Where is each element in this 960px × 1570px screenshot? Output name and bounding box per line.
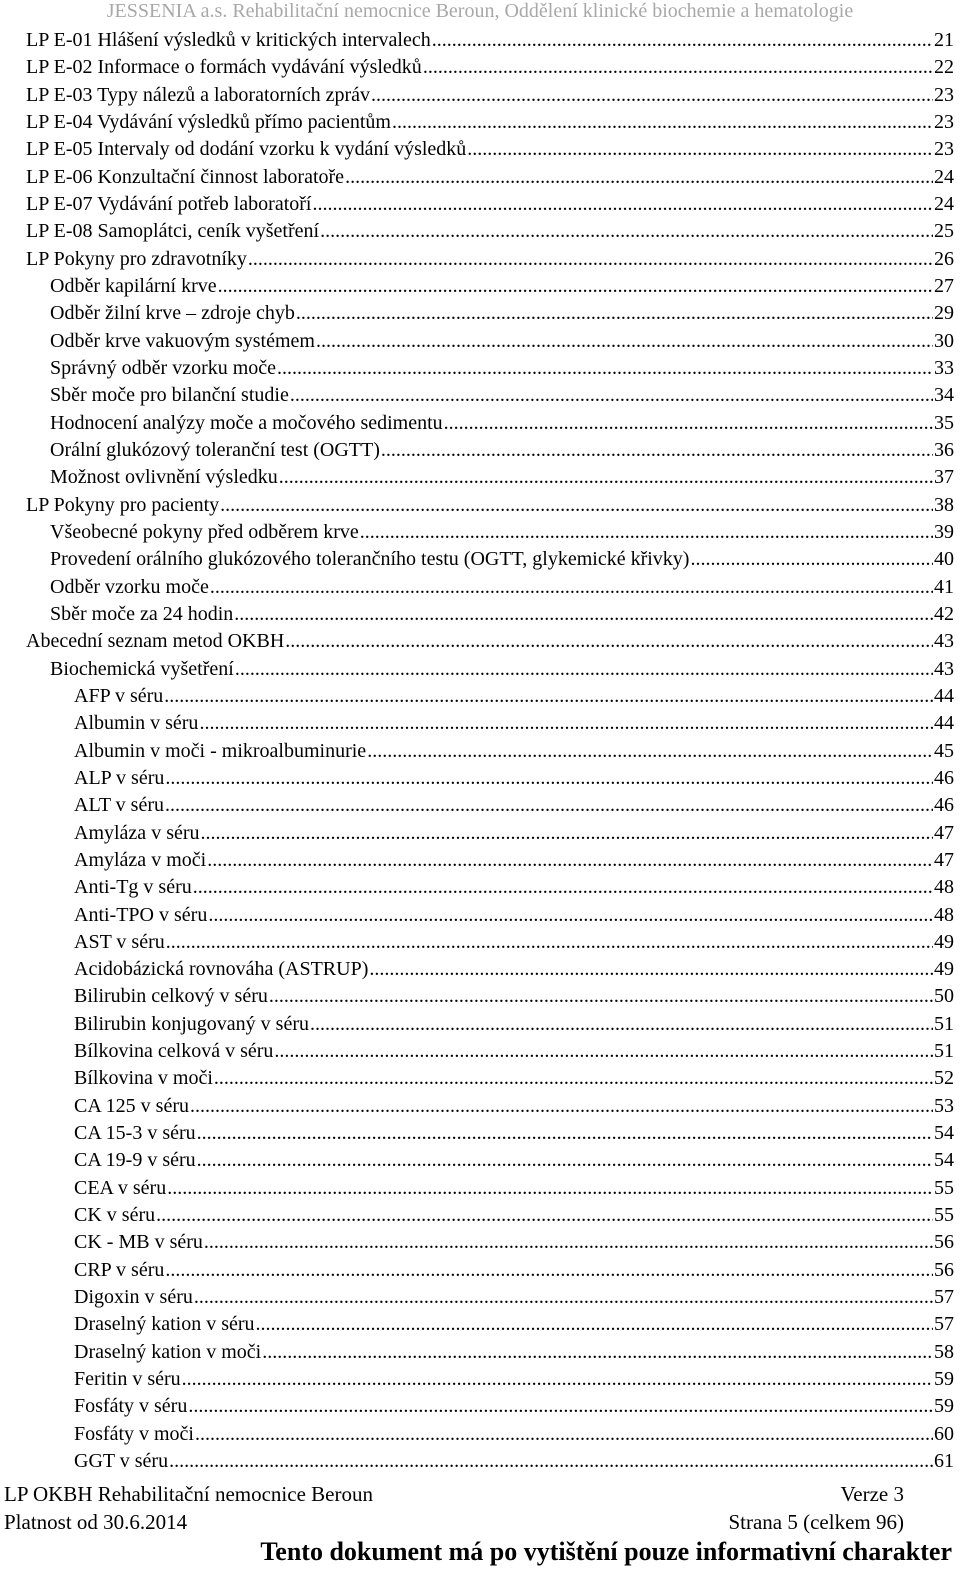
toc-entry-page: 40 bbox=[934, 548, 954, 571]
toc-entry-page: 43 bbox=[934, 630, 954, 653]
toc-entry-page: 61 bbox=[934, 1450, 954, 1473]
toc-entry[interactable] bbox=[0, 792, 960, 819]
toc-entry-title: Odběr žilní krve – zdroje chyb bbox=[50, 302, 295, 325]
toc-entry-page: 33 bbox=[934, 356, 954, 379]
toc-dot-leader bbox=[167, 1175, 933, 1202]
toc-entry-title: LP E-06 Konzultační činnost laboratoře bbox=[26, 165, 345, 188]
toc-entry-title: Albumin v moči - mikroalbuminurie bbox=[74, 739, 367, 762]
toc-entry-page: 24 bbox=[934, 165, 954, 188]
toc-dot-leader bbox=[164, 683, 933, 710]
toc-entry-page: 46 bbox=[934, 794, 954, 817]
toc-entry[interactable] bbox=[0, 1366, 960, 1393]
toc-entry-title: CRP v séru bbox=[74, 1258, 165, 1281]
toc-dot-leader bbox=[369, 956, 933, 983]
toc-entry[interactable] bbox=[0, 628, 960, 655]
toc-entry-page: 59 bbox=[934, 1368, 954, 1391]
toc-dot-leader bbox=[156, 1202, 933, 1229]
toc-dot-leader bbox=[235, 656, 933, 683]
toc-dot-leader bbox=[360, 519, 933, 546]
toc-entry-title: Draselný kation v moči bbox=[74, 1340, 262, 1363]
toc-dot-leader bbox=[165, 765, 933, 792]
toc-entry-title: Fosfáty v moči bbox=[74, 1422, 194, 1445]
toc-entry[interactable] bbox=[0, 1120, 960, 1147]
toc-entry-page: 52 bbox=[934, 1067, 954, 1090]
toc-entry-page: 25 bbox=[934, 220, 954, 243]
toc-entry-title: LP E-07 Vydávání potřeb laboratoří bbox=[26, 192, 312, 215]
toc-entry-page: 29 bbox=[934, 302, 954, 325]
toc-entry-page: 55 bbox=[934, 1176, 954, 1199]
toc-entry[interactable] bbox=[0, 546, 960, 573]
toc-entry-page: 47 bbox=[934, 821, 954, 844]
toc-entry-title: Odběr krve vakuovým systémem bbox=[50, 329, 315, 352]
toc-dot-leader bbox=[218, 273, 933, 300]
footer-line-2 bbox=[4, 1508, 904, 1536]
toc-entry-title: Všeobecné pokyny před odběrem krve bbox=[50, 520, 359, 543]
toc-entry[interactable] bbox=[0, 218, 960, 245]
toc-entry[interactable] bbox=[0, 1421, 960, 1448]
toc-entry[interactable] bbox=[0, 1038, 960, 1065]
toc-dot-leader bbox=[182, 1366, 933, 1393]
toc-entry-page: 27 bbox=[934, 274, 954, 297]
toc-entry[interactable] bbox=[0, 683, 960, 710]
toc-entry-title: GGT v séru bbox=[74, 1450, 169, 1473]
toc-entry[interactable] bbox=[0, 956, 960, 983]
toc-dot-leader bbox=[313, 191, 934, 218]
toc-dot-leader bbox=[165, 792, 933, 819]
toc-entry-page: 35 bbox=[934, 411, 954, 434]
toc-entry-title: ALP v séru bbox=[74, 766, 165, 789]
toc-entry[interactable] bbox=[0, 1147, 960, 1174]
toc-entry-title: CA 15-3 v séru bbox=[74, 1122, 196, 1145]
toc-entry[interactable] bbox=[0, 574, 960, 601]
toc-entry-title: LP E-05 Intervaly od dodání vzorku k vydání výsledků bbox=[26, 138, 467, 161]
toc-entry-page: 21 bbox=[934, 29, 954, 51]
toc-entry-page: 53 bbox=[934, 1094, 954, 1117]
toc-entry[interactable] bbox=[0, 82, 960, 109]
toc-entry-title: Provedení orálního glukózového tolerančního testu (OGTT, glykemické křivky) bbox=[50, 548, 690, 571]
toc-entry-title: Feritin v séru bbox=[74, 1368, 181, 1391]
toc-dot-leader bbox=[269, 983, 933, 1010]
toc-entry-page: 49 bbox=[934, 958, 954, 981]
toc-dot-leader bbox=[165, 1257, 933, 1284]
toc-dot-leader bbox=[444, 410, 933, 437]
toc-entry[interactable] bbox=[0, 191, 960, 218]
toc-entry[interactable] bbox=[0, 273, 960, 300]
toc-entry-page: 59 bbox=[934, 1395, 954, 1418]
toc-entry-title: LP E-02 Informace o formách vydávání výsledků bbox=[26, 56, 422, 79]
toc-entry-title: AFP v séru bbox=[74, 684, 164, 707]
toc-entry-page: 48 bbox=[934, 903, 954, 926]
toc-entry-page: 34 bbox=[934, 384, 954, 407]
toc-entry[interactable] bbox=[0, 355, 960, 382]
toc-entry[interactable] bbox=[0, 656, 960, 683]
toc-dot-leader bbox=[371, 82, 933, 109]
toc-entry-page: 39 bbox=[934, 520, 954, 543]
toc-dot-leader bbox=[345, 164, 933, 191]
toc-entry-page: 38 bbox=[934, 493, 954, 516]
toc-entry[interactable] bbox=[0, 300, 960, 327]
toc-entry-title: LP E-04 Vydávání výsledků přímo pacientům bbox=[26, 110, 391, 133]
toc-entry[interactable] bbox=[0, 410, 960, 437]
toc-entry-title: AST v séru bbox=[74, 930, 165, 953]
toc-dot-leader bbox=[467, 136, 933, 163]
toc-entry-title: Acidobázická rovnováha (ASTRUP) bbox=[74, 958, 369, 981]
toc-entry-page: 41 bbox=[934, 575, 954, 598]
toc-dot-leader bbox=[194, 1284, 933, 1311]
toc-entry[interactable] bbox=[0, 519, 960, 546]
toc-entry[interactable] bbox=[0, 164, 960, 191]
toc-entry[interactable] bbox=[0, 1011, 960, 1038]
toc-entry-page: 57 bbox=[934, 1313, 954, 1336]
toc-dot-leader bbox=[320, 218, 933, 245]
table-of-contents bbox=[0, 27, 960, 1475]
toc-entry[interactable] bbox=[0, 109, 960, 136]
toc-dot-leader bbox=[316, 328, 933, 355]
footer-line-1 bbox=[4, 1480, 904, 1508]
toc-entry-title: Anti-Tg v séru bbox=[74, 876, 192, 899]
toc-entry[interactable] bbox=[0, 246, 960, 273]
toc-dot-leader bbox=[277, 355, 933, 382]
toc-entry-title: CA 19-9 v séru bbox=[74, 1149, 196, 1172]
footer-valid-from: Platnost od 30.6.2014 bbox=[4, 1510, 188, 1534]
toc-entry-title: Možnost ovlivnění výsledku bbox=[50, 466, 278, 489]
toc-entry-title: Anti-TPO v séru bbox=[74, 903, 208, 926]
toc-entry-page: 45 bbox=[934, 739, 954, 762]
toc-entry[interactable] bbox=[0, 464, 960, 491]
toc-entry-page: 58 bbox=[934, 1340, 954, 1363]
toc-entry-page: 24 bbox=[934, 192, 954, 215]
toc-entry-title: CEA v séru bbox=[74, 1176, 167, 1199]
toc-entry[interactable] bbox=[0, 1311, 960, 1338]
toc-entry-title: Sběr moče pro bilanční studie bbox=[50, 384, 289, 407]
toc-dot-leader bbox=[423, 54, 933, 81]
toc-entry-page: 54 bbox=[934, 1122, 954, 1145]
toc-entry-title: LP E-08 Samoplátci, ceník vyšetření bbox=[26, 220, 320, 243]
toc-entry-title: Amyláza v séru bbox=[74, 821, 200, 844]
toc-entry[interactable] bbox=[0, 983, 960, 1010]
toc-entry[interactable] bbox=[0, 738, 960, 765]
toc-dot-leader bbox=[214, 1065, 933, 1092]
toc-dot-leader bbox=[197, 1147, 933, 1174]
footer-page-info: Strana 5 (celkem 96) bbox=[728, 1510, 904, 1534]
toc-dot-leader bbox=[690, 546, 933, 573]
toc-entry[interactable] bbox=[0, 710, 960, 737]
page-header: JESSENIA a.s. Rehabilitační nemocnice Beroun, Oddělení klinické biochemie a hematologie bbox=[106, 0, 854, 22]
toc-entry-title: Odběr kapilární krve bbox=[50, 274, 217, 297]
toc-entry-title: LP Pokyny pro pacienty bbox=[26, 493, 220, 516]
toc-dot-leader bbox=[204, 1229, 933, 1256]
toc-dot-leader bbox=[392, 109, 933, 136]
toc-entry[interactable] bbox=[0, 1393, 960, 1420]
toc-dot-leader bbox=[367, 738, 933, 765]
toc-entry-title: Draselný kation v séru bbox=[74, 1313, 255, 1336]
toc-entry-title: Správný odběr vzorku moče bbox=[50, 356, 277, 379]
toc-entry[interactable] bbox=[0, 902, 960, 929]
toc-entry-page: 23 bbox=[934, 110, 954, 133]
footer-version: Verze 3 bbox=[840, 1482, 904, 1506]
toc-dot-leader bbox=[296, 300, 933, 327]
toc-entry[interactable] bbox=[0, 1257, 960, 1284]
toc-entry-page: 42 bbox=[934, 602, 954, 625]
toc-entry[interactable] bbox=[0, 929, 960, 956]
toc-dot-leader bbox=[234, 601, 933, 628]
toc-entry-page: 30 bbox=[934, 329, 954, 352]
toc-entry-page: 49 bbox=[934, 930, 954, 953]
toc-dot-leader bbox=[256, 1311, 933, 1338]
toc-entry-title: Abecední seznam metod OKBH bbox=[26, 630, 285, 653]
toc-entry[interactable] bbox=[0, 492, 960, 519]
toc-entry-title: LP Pokyny pro zdravotníky bbox=[26, 247, 247, 270]
toc-dot-leader bbox=[169, 1448, 933, 1475]
toc-entry-title: LP E-01 Hlášení výsledků v kritických intervalech bbox=[26, 29, 431, 51]
toc-entry-title: Bilirubin konjugovaný v séru bbox=[74, 1012, 309, 1035]
toc-entry-title: Fosfáty v séru bbox=[74, 1395, 188, 1418]
toc-dot-leader bbox=[381, 437, 933, 464]
toc-dot-leader bbox=[188, 1393, 933, 1420]
toc-entry-page: 60 bbox=[934, 1422, 954, 1445]
toc-entry-title: LP E-03 Typy nálezů a laboratorních zpráv bbox=[26, 83, 371, 106]
toc-entry[interactable] bbox=[0, 1202, 960, 1229]
toc-entry-title: CA 125 v séru bbox=[74, 1094, 189, 1117]
toc-entry-page: 55 bbox=[934, 1204, 954, 1227]
toc-entry-page: 44 bbox=[934, 684, 954, 707]
toc-entry-title: Bilirubin celkový v séru bbox=[74, 985, 268, 1008]
toc-dot-leader bbox=[262, 1339, 933, 1366]
toc-entry[interactable] bbox=[0, 1284, 960, 1311]
toc-entry-page: 23 bbox=[934, 83, 954, 106]
toc-entry-page: 22 bbox=[934, 56, 954, 79]
toc-dot-leader bbox=[195, 1421, 933, 1448]
toc-dot-leader bbox=[310, 1011, 933, 1038]
toc-dot-leader bbox=[166, 929, 933, 956]
toc-entry-page: 48 bbox=[934, 876, 954, 899]
toc-entry-title: Bílkovina celková v séru bbox=[74, 1040, 274, 1063]
footer-doc-name: LP OKBH Rehabilitační nemocnice Beroun bbox=[4, 1482, 373, 1506]
toc-entry-title: Odběr vzorku moče bbox=[50, 575, 209, 598]
toc-dot-leader bbox=[285, 628, 933, 655]
toc-entry-title: Sběr moče za 24 hodin bbox=[50, 602, 234, 625]
toc-entry-title: ALT v séru bbox=[74, 794, 164, 817]
toc-entry-page: 51 bbox=[934, 1012, 954, 1035]
toc-entry[interactable] bbox=[0, 27, 960, 54]
toc-entry[interactable] bbox=[0, 847, 960, 874]
toc-entry-page: 43 bbox=[934, 657, 954, 680]
toc-entry[interactable] bbox=[0, 136, 960, 163]
toc-dot-leader bbox=[193, 874, 933, 901]
toc-entry-page: 46 bbox=[934, 766, 954, 789]
toc-entry[interactable] bbox=[0, 437, 960, 464]
toc-entry[interactable] bbox=[0, 765, 960, 792]
footer-disclaimer: Tento dokument má po vytištění pouze informativní charakter bbox=[260, 1537, 952, 1566]
toc-entry-page: 54 bbox=[934, 1149, 954, 1172]
toc-entry-page: 56 bbox=[934, 1231, 954, 1254]
toc-dot-leader bbox=[290, 382, 933, 409]
toc-entry-title: Hodnocení analýzy moče a močového sedimentu bbox=[50, 411, 443, 434]
toc-entry-page: 57 bbox=[934, 1286, 954, 1309]
toc-entry-page: 23 bbox=[934, 138, 954, 161]
toc-entry[interactable] bbox=[0, 1448, 960, 1475]
toc-entry-page: 50 bbox=[934, 985, 954, 1008]
toc-entry-title: Albumin v séru bbox=[74, 712, 199, 735]
toc-entry-title: Amyláza v moči bbox=[74, 848, 207, 871]
toc-dot-leader bbox=[432, 27, 933, 54]
toc-entry-title: Biochemická vyšetření bbox=[50, 657, 234, 680]
toc-entry[interactable] bbox=[0, 328, 960, 355]
toc-dot-leader bbox=[274, 1038, 933, 1065]
toc-entry[interactable] bbox=[0, 1229, 960, 1256]
toc-dot-leader bbox=[199, 710, 933, 737]
toc-entry-page: 47 bbox=[934, 848, 954, 871]
toc-entry[interactable] bbox=[0, 874, 960, 901]
toc-entry[interactable] bbox=[0, 1093, 960, 1120]
toc-dot-leader bbox=[279, 464, 933, 491]
toc-entry[interactable] bbox=[0, 54, 960, 81]
toc-entry-page: 37 bbox=[934, 466, 954, 489]
toc-entry[interactable] bbox=[0, 1065, 960, 1092]
toc-entry[interactable] bbox=[0, 1339, 960, 1366]
toc-entry[interactable] bbox=[0, 382, 960, 409]
toc-entry[interactable] bbox=[0, 820, 960, 847]
toc-entry-page: 36 bbox=[934, 438, 954, 461]
toc-entry-title: Digoxin v séru bbox=[74, 1286, 193, 1309]
toc-dot-leader bbox=[208, 902, 933, 929]
toc-dot-leader bbox=[190, 1093, 933, 1120]
toc-dot-leader bbox=[220, 492, 933, 519]
toc-entry-title: CK v séru bbox=[74, 1204, 156, 1227]
toc-entry-title: Orální glukózový toleranční test (OGTT) bbox=[50, 438, 380, 461]
toc-entry-page: 44 bbox=[934, 712, 954, 735]
toc-entry-page: 51 bbox=[934, 1040, 954, 1063]
toc-entry-title: CK - MB v séru bbox=[74, 1231, 203, 1254]
toc-dot-leader bbox=[210, 574, 933, 601]
toc-dot-leader bbox=[207, 847, 933, 874]
toc-entry-page: 26 bbox=[934, 247, 954, 270]
toc-entry[interactable] bbox=[0, 601, 960, 628]
toc-entry-page: 56 bbox=[934, 1258, 954, 1281]
toc-dot-leader bbox=[201, 820, 933, 847]
toc-dot-leader bbox=[197, 1120, 933, 1147]
toc-entry[interactable] bbox=[0, 1175, 960, 1202]
toc-dot-leader bbox=[248, 246, 933, 273]
toc-entry-title: Bílkovina v moči bbox=[74, 1067, 213, 1090]
